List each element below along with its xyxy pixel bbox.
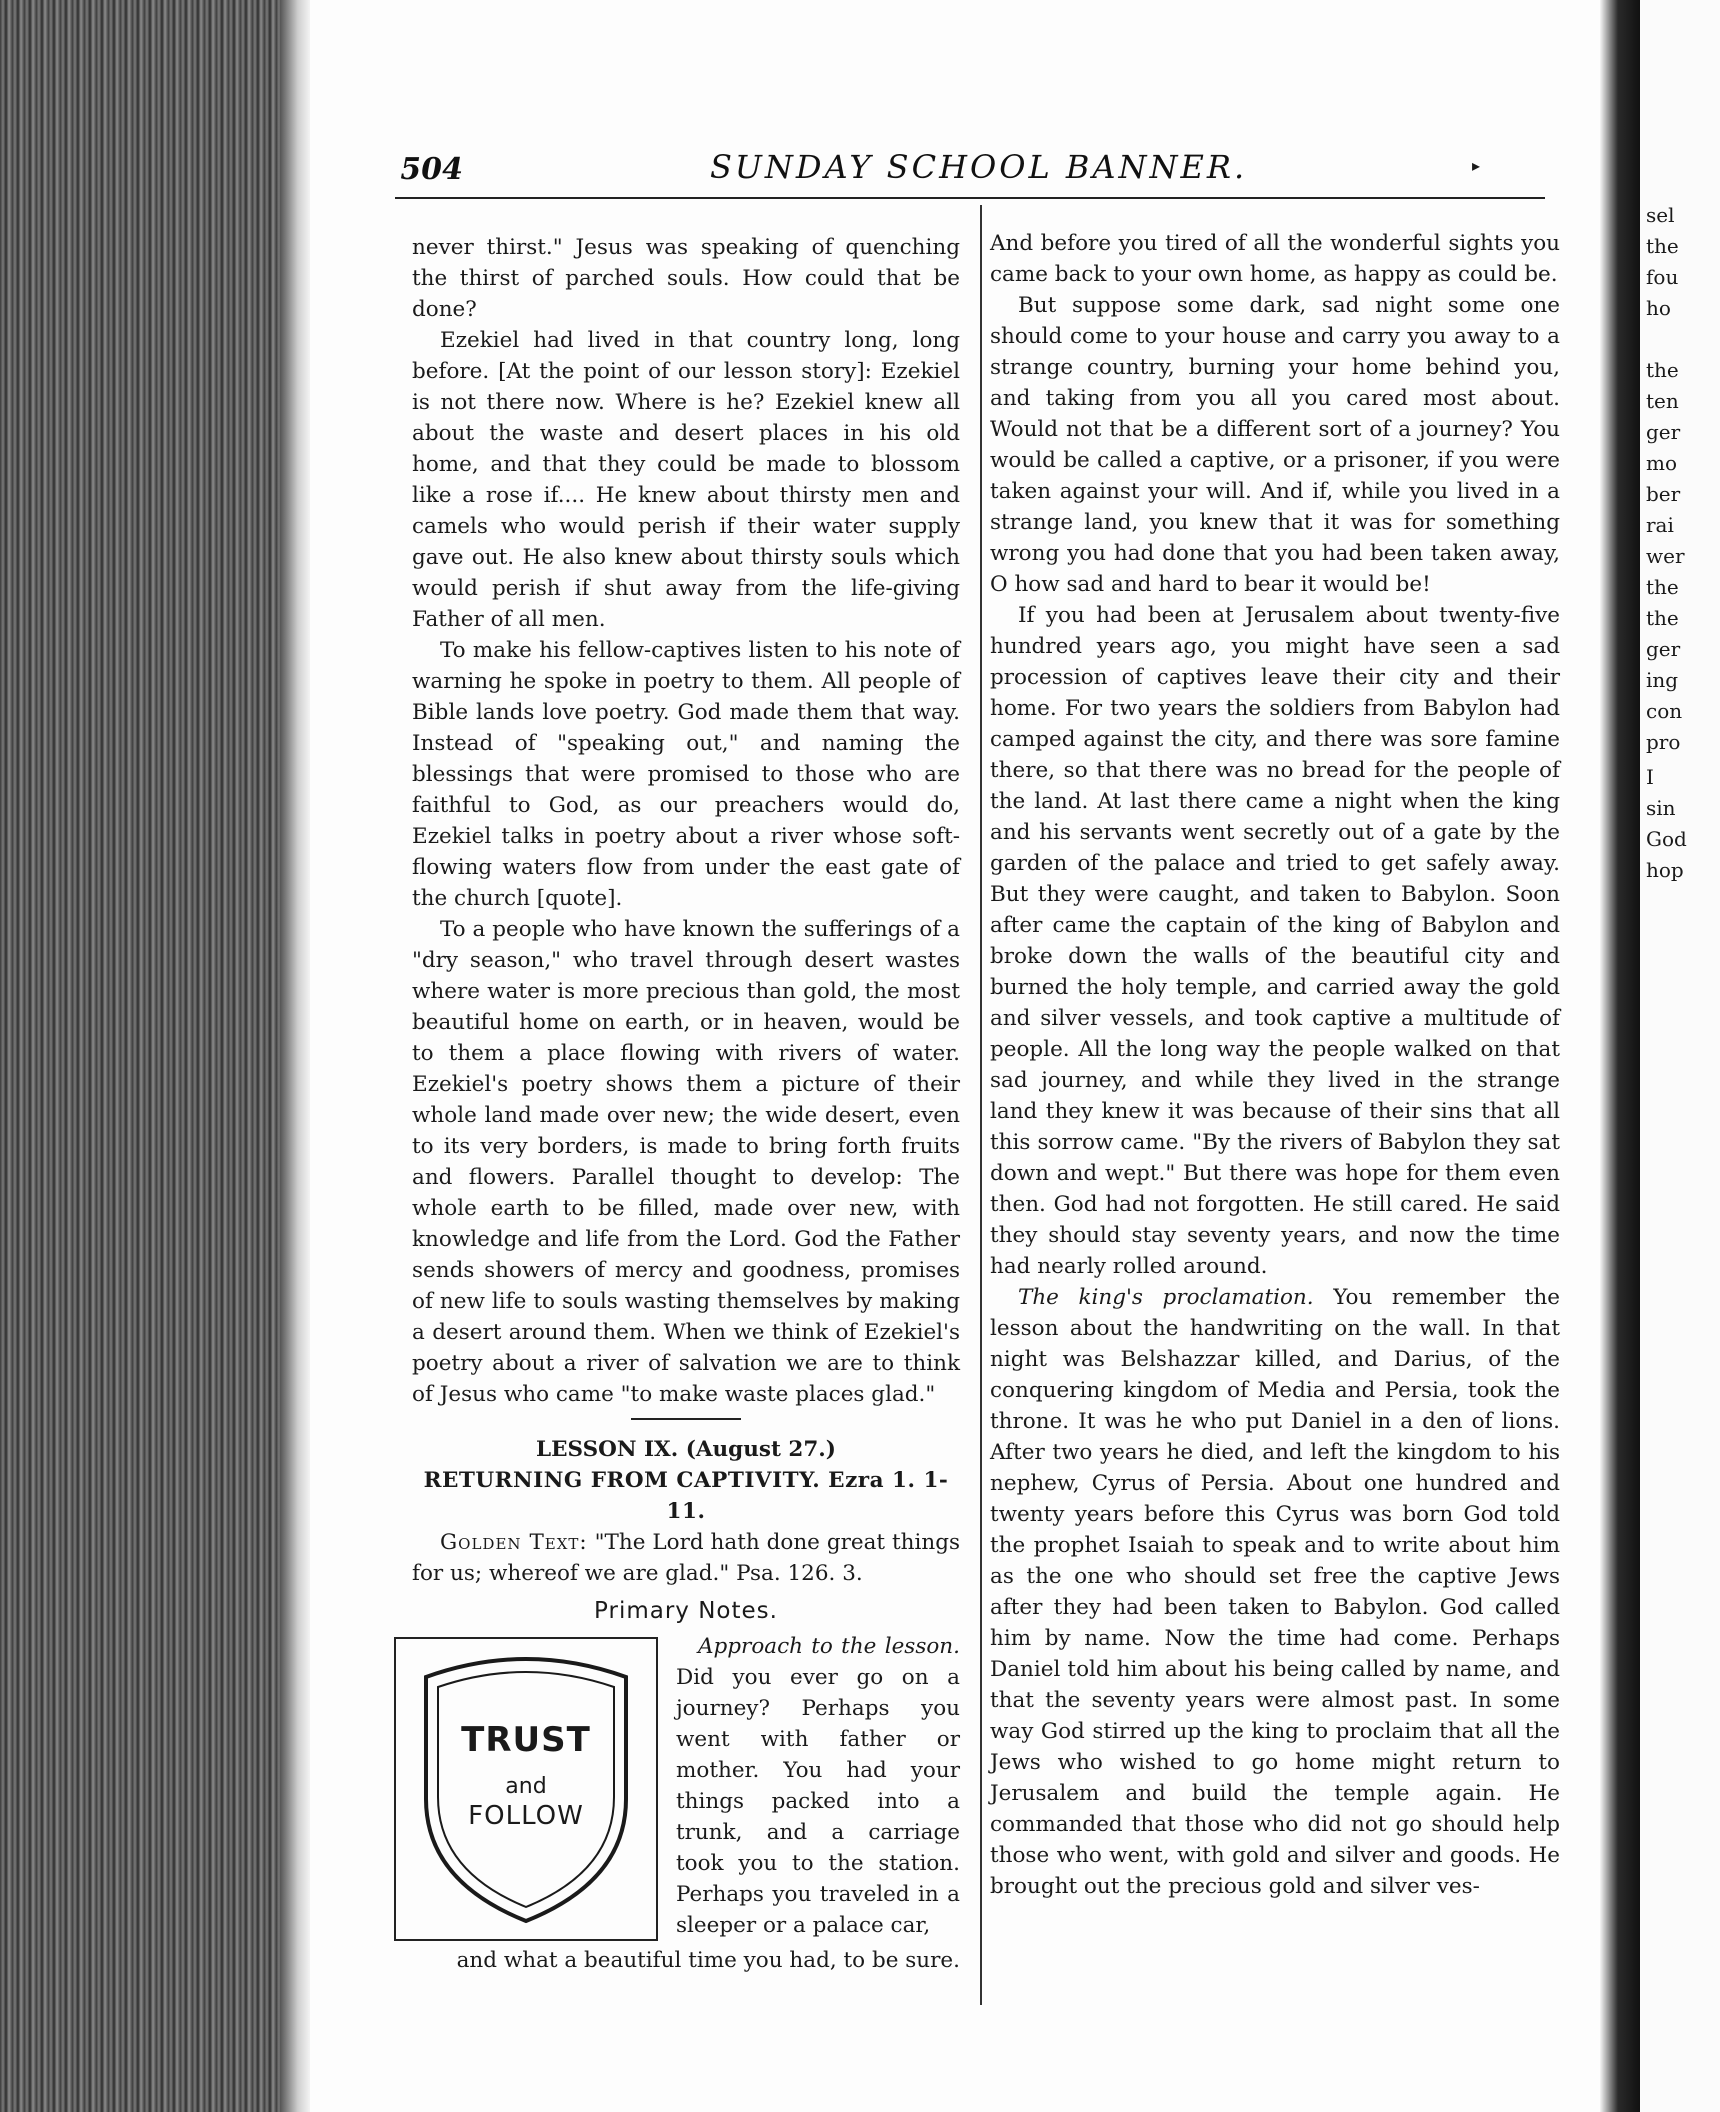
column-rule	[980, 205, 982, 2005]
fragment-line: ber	[1646, 482, 1681, 506]
trust-and-follow-emblem	[394, 1637, 658, 1941]
approach-label: Approach to the lesson.	[698, 1634, 960, 1659]
fragment-line: ten	[1646, 389, 1679, 413]
fragment-line: the	[1646, 234, 1679, 258]
lesson-title: RETURNING FROM CAPTIVITY. Ezra 1. 1-11.	[423, 1468, 949, 1524]
primary-notes-heading: Primary Notes.	[594, 1598, 778, 1624]
fragment-line: con	[1646, 699, 1683, 723]
fragment-line: sel	[1646, 203, 1675, 227]
fragment-line: hop	[1646, 858, 1684, 882]
running-head	[396, 148, 1580, 188]
fragment-line: pro	[1646, 730, 1681, 754]
book-page-edges	[0, 0, 310, 2112]
fragment-line: I	[1646, 765, 1654, 789]
section-rule	[631, 1418, 741, 1420]
book-gutter	[1600, 0, 1640, 2112]
fragment-line: fou	[1646, 265, 1679, 289]
fragment-line: ger	[1646, 637, 1681, 661]
next-page-fragment	[1640, 0, 1720, 2112]
printer-mark: ▸	[1472, 156, 1481, 175]
paragraph: But suppose some dark, sad night some one should come to your house and carry you away to a strange country, burning your home behind you, and taking from you all you cared most about. Would not that be a different sort of a journey? You would be called a captive, or a prisoner, if you were taken against your will. And if, while you lived in a strange land, you knew that it was for something wrong you had done that you had been taken away, O how sad and hard to bear it would be!	[990, 293, 1560, 597]
page-title: SUNDAY SCHOOL BANNER.	[710, 148, 1248, 186]
section-label: The king's proclamation.	[1018, 1285, 1314, 1310]
fragment-line: the	[1646, 575, 1679, 599]
fragment-line: sin	[1646, 796, 1676, 820]
fragment-line: the	[1646, 606, 1679, 630]
paragraph-text: You remember the lesson about the handwriting on the wall. In that night was Belshazzar killed, and Darius, of the conquering kingdom of Media and Persia, took the throne. It was he who put Daniel in a den of lions. After two years he died, and left the kingdom to his nephew, Cyrus of Persia. About one hundred and twenty years before this Cyrus was born God told the prophet Isaiah to speak and to write about him as the one who should set free the captive Jews after they had been taken to Babylon. God called him by name. Now the time had come. Perhaps Daniel told him about his being called by name, and that the seventy years were almost past. In some way God stirred up the king to proclaim that all the Jews who wished to go home might return to Jerusalem and build the temple again. He commanded that those who did not go should help those who went, with gold and silver and goods. He brought out the precious gold and silver ves-	[990, 1285, 1560, 1899]
right-column	[990, 228, 1560, 1902]
paragraph: To make his fellow-captives listen to his note of warning he spoke in poetry to them. All people of Bible lands love poetry. God made them that way. Instead of "speaking out," and naming the blessings that were promised to those who are faithful to God, as our preachers would do, Ezekiel talks in poetry about a river whose soft-flowing waters flow from under the east gate of the church [quote].	[412, 638, 960, 911]
page-number: 504	[396, 152, 466, 187]
fragment-line: mo	[1646, 451, 1678, 475]
paragraph: never thirst." Jesus was speaking of quenching the thirst of parched souls. How could that be done?	[412, 235, 960, 322]
golden-text	[412, 1527, 960, 1589]
fragment-line: ing	[1646, 668, 1679, 692]
golden-text-label: Golden Text:	[440, 1530, 588, 1555]
fragment-line: the	[1646, 358, 1679, 382]
left-column	[412, 232, 960, 1976]
approach-text: Did you ever go on a journey? Perhaps you went with father or mother. You had your things packed into a trunk, and a carriage took you to the station. Perhaps you traveled in a sleeper or a palace car,	[676, 1665, 960, 1938]
lesson-heading: LESSON IX. (August 27.)	[536, 1437, 836, 1462]
fragment-line: rai	[1646, 513, 1674, 537]
paragraph-tail: and what a beautiful time you had, to be sure.	[456, 1948, 960, 1973]
fragment-line: ger	[1646, 420, 1681, 444]
emblem-word: TRUST	[461, 1720, 591, 1760]
paragraph: To a people who have known the sufferings of a "dry season," who travel through desert wastes where water is more precious than gold, the most beautiful home on earth, or in heaven, would be to them a place flowing with rivers of water. Ezekiel's poetry shows them a picture of their whole land made over new; the wide desert, even to its very borders, is made to bring forth fruits and flowers. Parallel thought to develop: The whole earth to be filled, made over new, with knowledge and life from the Lord. God the Father sends showers of mercy and goodness, promises of new life to souls wasting themselves by making a desert around them. When we think of Ezekiel's poetry about a river of salvation we are to think of Jesus who came "to make waste places glad."	[412, 917, 960, 1407]
paragraph: Ezekiel had lived in that country long, long before. [At the point of our lesson story]: Ezekiel is not there now. Where is he? Ezekiel knew all about the waste and desert places in his old home, and that they could be made to blossom like a rose if.... He knew about thirsty men and camels who would perish if their water supply gave out. He also knew about thirsty souls which would perish if shut away from the life-giving Father of all men.	[412, 328, 960, 632]
fragment-line: God	[1646, 827, 1687, 851]
fragment-line: wer	[1646, 544, 1685, 568]
golden-text-quote: "The Lord hath done great things for us; whereof we are glad." Psa. 126. 3.	[412, 1530, 960, 1586]
paragraph: If you had been at Jerusalem about twenty-five hundred years ago, you might have seen a sad procession of captives leave their city and their home. For two years the soldiers from Babylon had camped against the city, and there was sore famine there, so that there was no bread for the people of the land. At last there came a night when the king and his servants went secretly out of a gate by the garden of the palace and tried to get safely away. But they were caught, and taken to Babylon. Soon after came the captain of the king of Babylon and broke down the walls of the beautiful city and burned the holy temple, and carried away the gold and silver vessels, and took captive a multitude of people. All the long way the people walked on that sad journey, and while they lived in the strange land they knew it was because of their sins that all this sorrow came. "By the rivers of Babylon they sat down and wept." But there was hope for them even then. God had not forgotten. He still cared. He said they should stay seventy years, and now the time had nearly rolled around.	[990, 603, 1560, 1279]
fragment-line: ho	[1646, 296, 1671, 320]
emblem-word: and	[505, 1774, 547, 1799]
emblem-word: FOLLOW	[468, 1801, 584, 1831]
paragraph: And before you tired of all the wonderful sights you came back to your own home, as happy as could be.	[990, 231, 1560, 287]
header-rule	[395, 197, 1545, 199]
paragraph	[990, 1282, 1560, 1902]
